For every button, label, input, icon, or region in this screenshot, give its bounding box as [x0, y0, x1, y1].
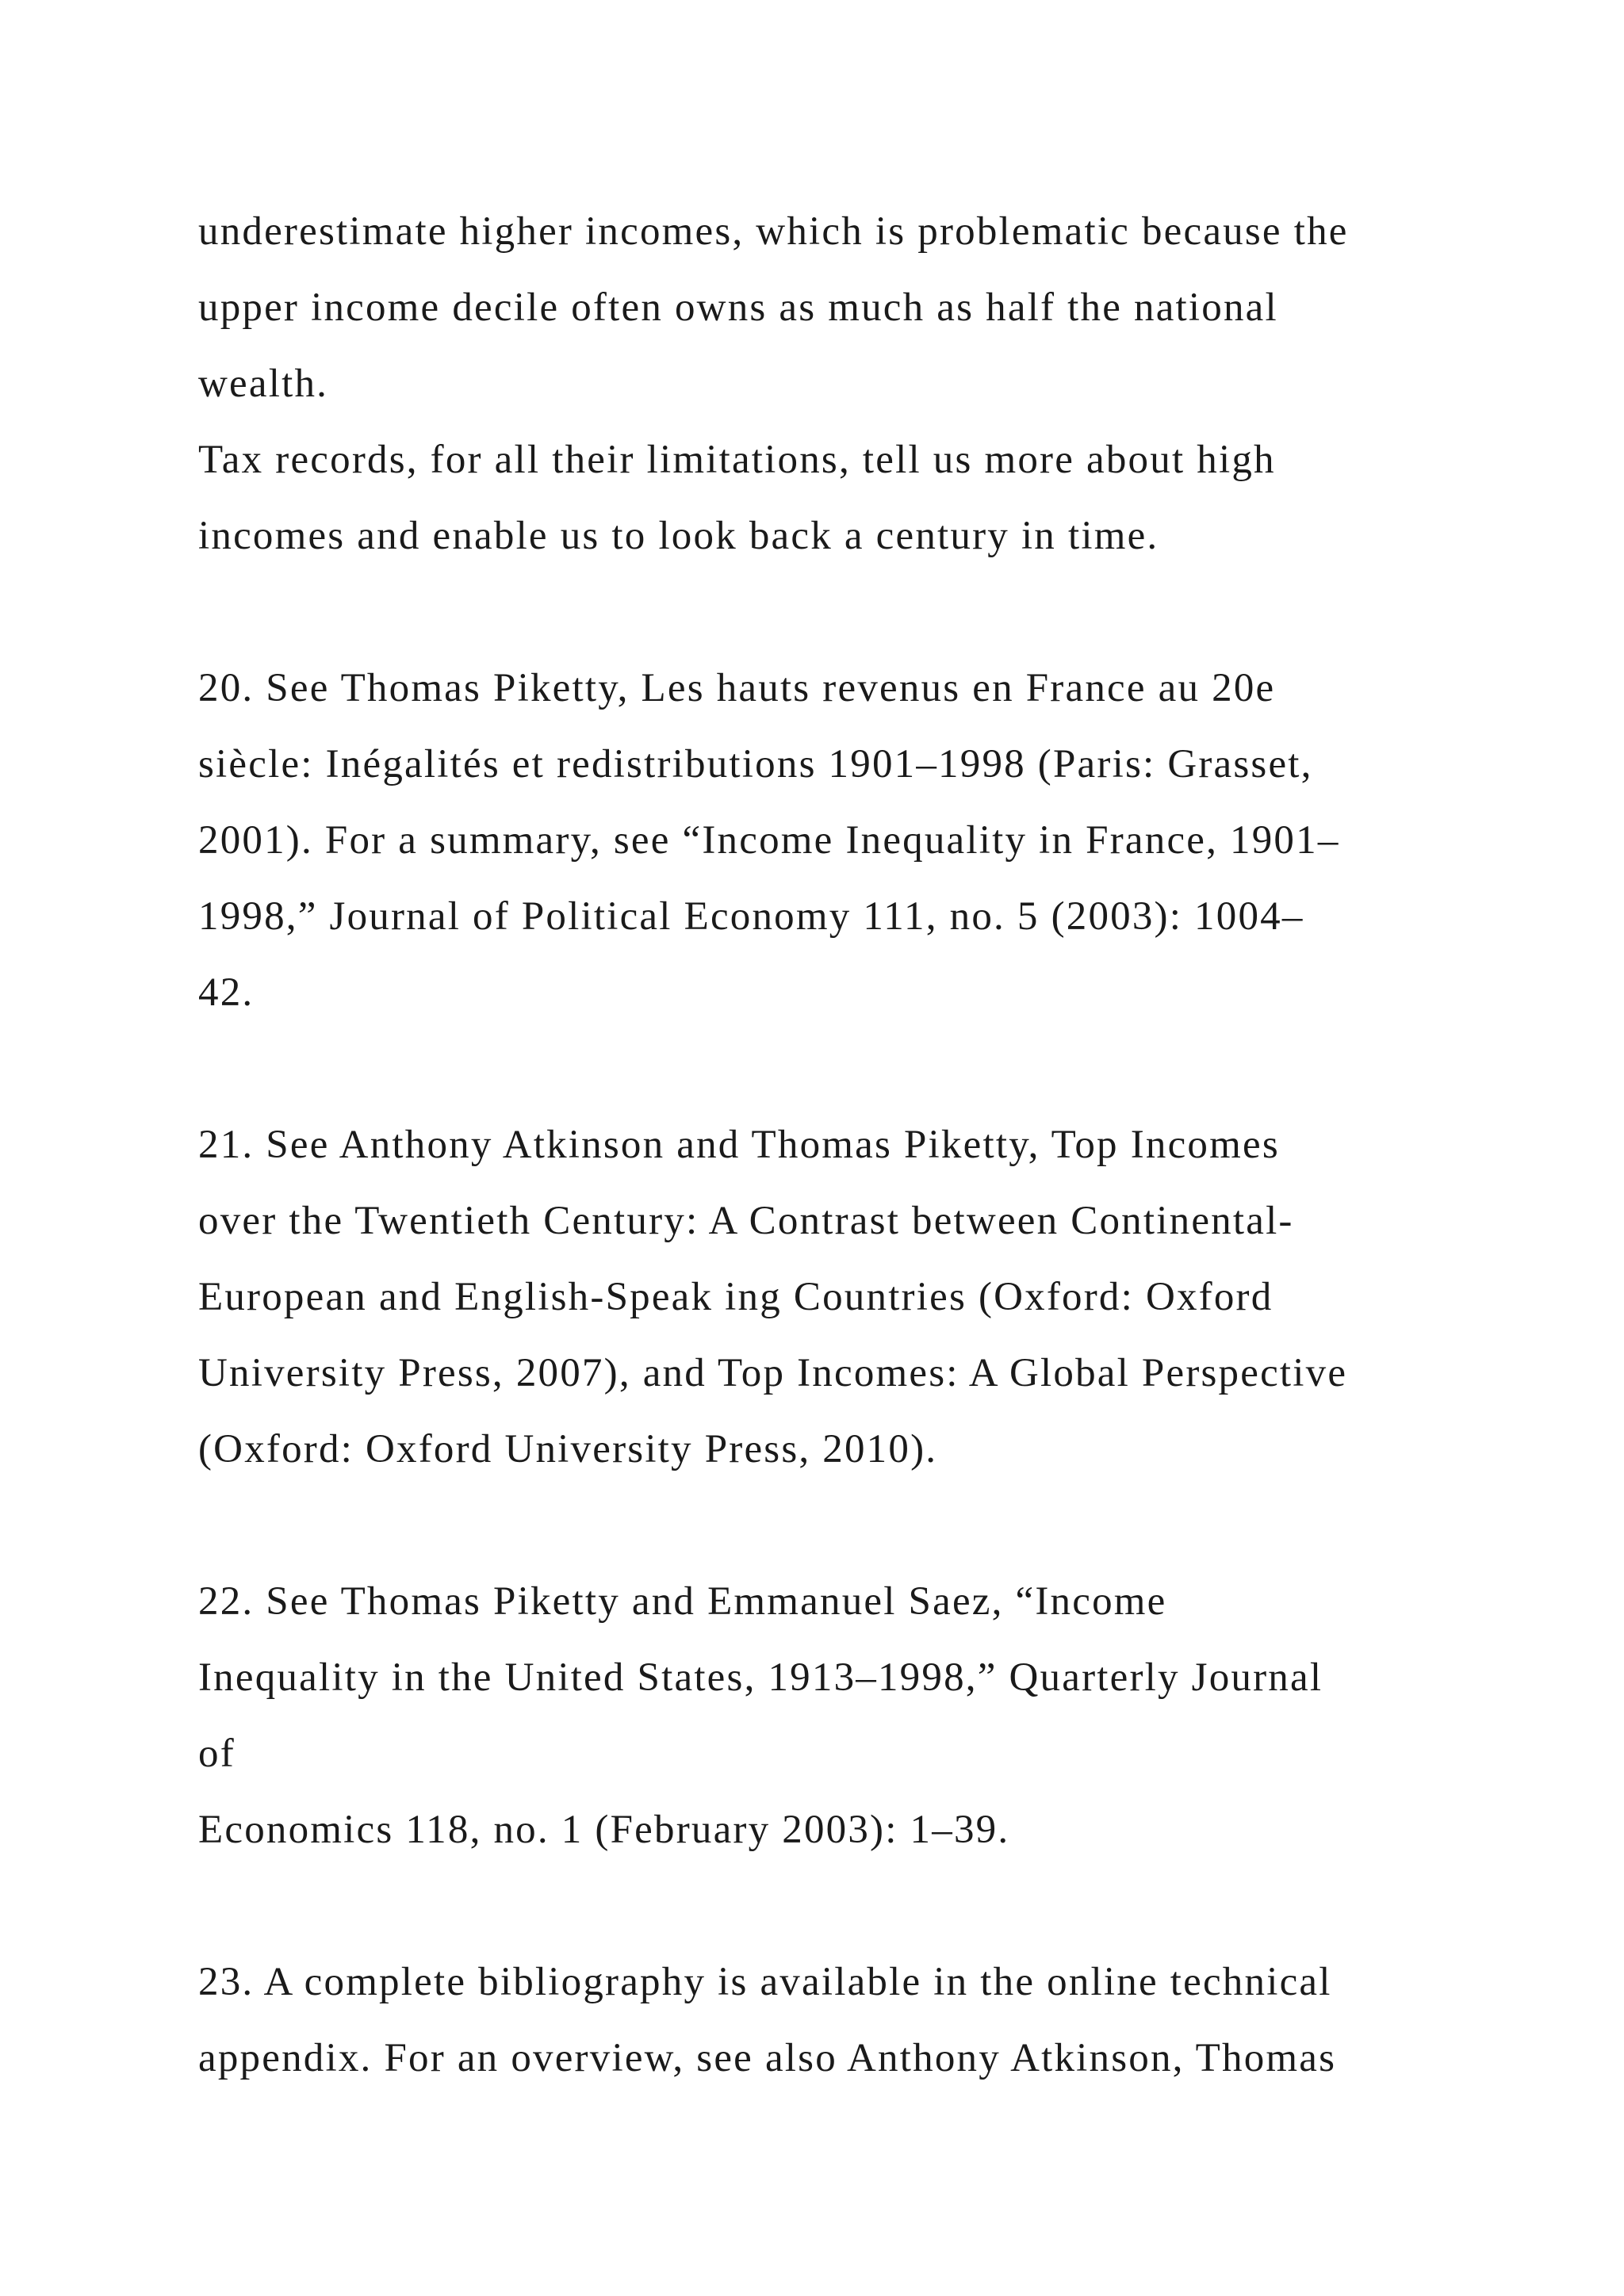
continuation-paragraph [198, 193, 1483, 574]
footnote-23 [198, 1944, 1483, 2096]
text-line: (Oxford: Oxford University Press, 2010). [198, 1427, 938, 1471]
text-column [198, 193, 1483, 2096]
text-line: Economics 118, no. 1 (February 2003): 1–39. [198, 1808, 1010, 1852]
text-line: 22. See Thomas Piketty and Emmanuel Saez, “Income [198, 1579, 1167, 1624]
footnote-20 [198, 650, 1483, 1031]
text-line: 20. See Thomas Piketty, Les hauts revenus en France au 20e [198, 666, 1276, 710]
text-line: siècle: Inégalités et redistributions 1901–1998 (Paris: Grasset, [198, 742, 1313, 786]
paragraph-spacer [198, 1487, 1483, 1563]
text-line: 23. A complete bibliography is available in the online technical [198, 1960, 1332, 2004]
text-line: appendix. For an overview, see also Anthony Atkinson, Thomas [198, 2036, 1337, 2080]
text-line: 2001). For a summary, see “Income Inequality in France, 1901– [198, 818, 1340, 863]
paragraph-spacer [198, 1031, 1483, 1107]
text-line: European and English-Speak ing Countries (Oxford: Oxford [198, 1275, 1274, 1319]
text-line: over the Twentieth Century: A Contrast between Continental- [198, 1199, 1294, 1243]
footnote-21 [198, 1107, 1483, 1487]
paragraph-spacer [198, 574, 1483, 650]
text-line: upper income decile often owns as much as half the national [198, 285, 1278, 330]
text-line: University Press, 2007), and Top Incomes: A Global Perspective [198, 1351, 1348, 1395]
text-line: 42. [198, 970, 255, 1015]
text-line: of [198, 1732, 236, 1776]
text-line: underestimate higher incomes, which is problematic because the [198, 209, 1349, 254]
text-line: incomes and enable us to look back a century in time. [198, 514, 1159, 558]
footnote-22 [198, 1563, 1483, 1868]
text-line: 1998,” Journal of Political Economy 111, no. 5 (2003): 1004– [198, 894, 1304, 939]
text-line: 21. See Anthony Atkinson and Thomas Piketty, Top Incomes [198, 1123, 1280, 1167]
text-line: wealth. [198, 362, 329, 406]
text-line: Tax records, for all their limitations, tell us more about high [198, 438, 1276, 482]
text-line: Inequality in the United States, 1913–1998,” Quarterly Journal [198, 1655, 1323, 1700]
paragraph-spacer [198, 1868, 1483, 1944]
